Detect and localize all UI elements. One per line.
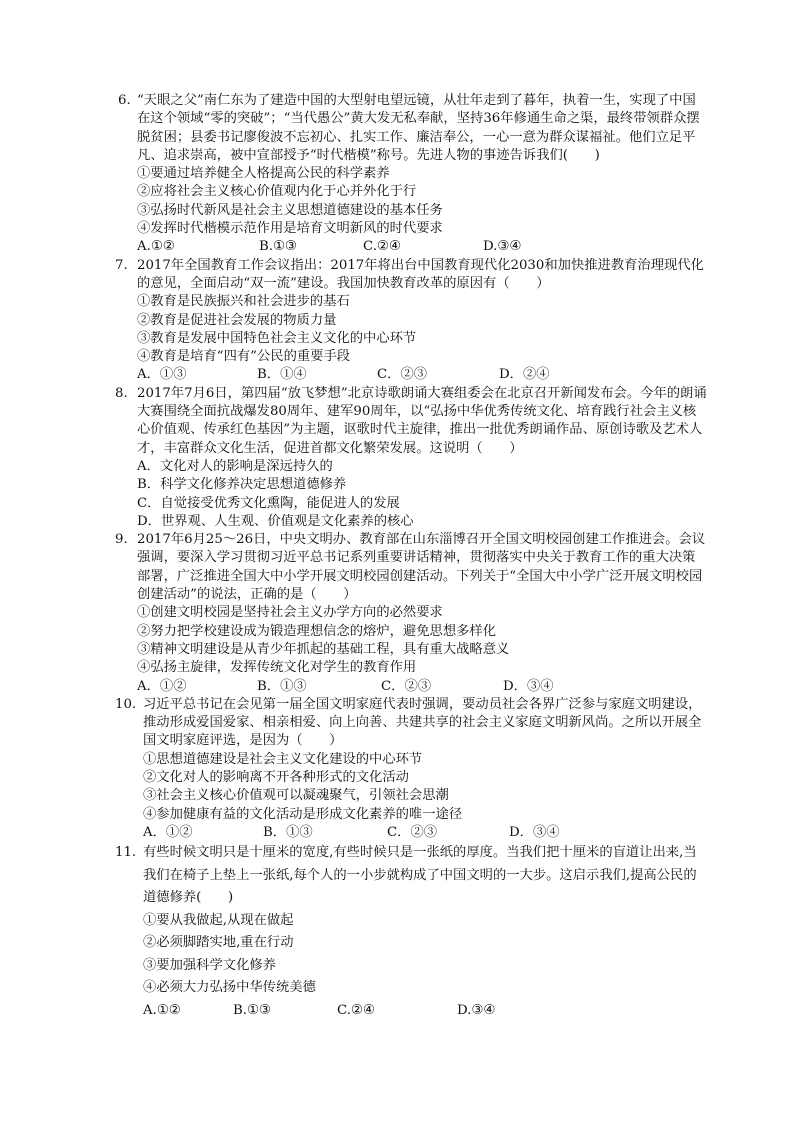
question-9 [115, 531, 708, 696]
choice-a: A.①② [137, 239, 175, 255]
question-number: 7. [115, 257, 128, 273]
question-number: 11. [115, 845, 137, 861]
choice-a: A．①③ [137, 367, 187, 383]
option-1: ①要从我做起,从现在做起 [143, 912, 294, 928]
option-2: ②必须脚踏实地,重在行动 [143, 935, 294, 951]
choice-b: B.①③ [233, 1002, 271, 1018]
question-stem: 习近平总书记在会见第一届全国文明家庭代表时强调，要动员社会各界广泛参与家庭文明建设，推动形成爱国爱家、相亲相爱、向上向善、共建共享的社会主义家庭文明新风尚。之所以开展全国文明家庭评选，是因为（ ） [143, 696, 702, 749]
answer-choices [137, 366, 708, 384]
question-number: 10. [115, 696, 137, 712]
choice-d: D．③④ [503, 678, 554, 694]
question-stem: 2017年7月6日，第四届“放飞梦想”北京诗歌朗诵大赛组委会在北京召开新闻发布会。今年的朗诵大赛围绕全面抗战爆发80周年、建军90周年，以“弘扬中华优秀传统文化、培育践行社会主义核心价值观、传承红色基因”为主题，讴歌时代主旋律，推出一批优秀朗诵作品、原创诗歌及艺术人才，丰富群众文化生活，促进首都文化繁荣发展。这说明（ ） [137, 385, 707, 456]
choice-a: A.①② [143, 1002, 181, 1018]
answer-choices [143, 824, 708, 842]
option-3: ③教育是发展中国特色社会主义文化的中心环节 [137, 330, 417, 346]
choice-c: C．②③ [387, 824, 438, 840]
choice-b: B.①③ [259, 239, 297, 255]
option-1: ①创建文明校园是坚持社会主义办学方向的必然要求 [137, 605, 443, 621]
choice-a: A．①② [137, 678, 187, 694]
question-stem: 2017年全国教育工作会议指出：2017年将出台中国教育现代化2030和加快推进教育治理现代化的意见，全面启动“双一流”建设。我国加快教育改革的原因有（ ） [137, 257, 704, 291]
option-1: ①要通过培养健全人格提高公民的科学素养 [137, 166, 390, 182]
question-10 [115, 696, 708, 842]
choice-c: C．②③ [377, 367, 428, 383]
answer-choices [137, 678, 708, 696]
choice-c: C.②④ [337, 1002, 375, 1018]
choice-b: B．①③ [263, 824, 313, 840]
question-number: 9. [115, 532, 128, 548]
question-number: 6. [118, 93, 131, 108]
choice-c: C．②③ [381, 678, 432, 694]
choice-d: D．②④ [499, 367, 550, 383]
option-4: ④教育是培育“四有”公民的重要手段 [137, 349, 351, 365]
question-stem: 有些时候文明只是十厘米的宽度,有些时候只是一张纸的厚度。当我们把十厘米的盲道让出来,当我们在椅子上垫上一张纸,每个人的一小步就构成了中国文明的一大步。这启示我们,提高公民的道德修养( ) [143, 845, 697, 906]
question-7 [115, 257, 708, 385]
option-3: ③弘扬时代新风是社会主义思想道德建设的基本任务 [137, 202, 443, 218]
option-4: ④必须大力弘扬中华传统美德 [143, 980, 316, 996]
question-number: 8. [115, 385, 128, 401]
question-6 [118, 92, 708, 257]
option-2: ②应将社会主义核心价值观内化于心并外化于行 [137, 184, 417, 200]
choice-b: B．①④ [257, 367, 307, 383]
option-4: ④弘扬主旋律，发挥传统文化对学生的教育作用 [137, 660, 417, 676]
option-b: B．科学文化修养决定思想道德修养 [137, 477, 347, 493]
option-4: ④参加健康有益的文化活动是形成文化素养的唯一途径 [143, 806, 463, 822]
option-a: A．文化对人的影响是深远持久的 [137, 458, 333, 474]
choice-c: C.②④ [363, 239, 401, 255]
question-11 [115, 842, 708, 1022]
option-1: ①思想道德建设是社会主义文化建设的中心环节 [143, 751, 423, 767]
choice-d: D.③④ [483, 239, 522, 255]
choice-d: D.③④ [457, 1002, 496, 1018]
answer-choices [137, 238, 708, 256]
option-1: ①教育是民族振兴和社会进步的基石 [137, 294, 350, 310]
option-2: ②努力把学校建设成为锻造理想信念的熔炉，避免思想多样化 [137, 623, 497, 639]
document-page [115, 92, 708, 1022]
option-d: D．世界观、人生观、价值观是文化素养的核心 [137, 513, 414, 529]
question-stem: 2017年6月25～26日，中央文明办、教育部在山东淄博召开全国文明校园创建工作推进会。会议强调，要深入学习贯彻习近平总书记系列重要讲话精神，贯彻落实中央关于教育工作的重大决策部署，广泛推进全国大中小学开展文明校园创建活动。下列关于“全国大中小学广泛开展文明校园创建活动”的说法，正确的是（ ） [137, 532, 706, 603]
option-3: ③精神文明建设是从青少年抓起的基础工程，具有重大战略意义 [137, 641, 510, 657]
choice-d: D．③④ [509, 824, 560, 840]
option-2: ②教育是促进社会发展的物质力量 [137, 312, 337, 328]
option-3: ③要加强科学文化修养 [143, 957, 276, 973]
question-stem: “天眼之父”南仁东为了建造中国的大型射电望远镜，从壮年走到了暮年，执着一生，实现了中国在这个领域“零的突破”；“当代愚公”黄大发无私奉献，坚持36年修通生命之渠，最终带领群众摆脱贫困；县委书记廖俊波不忘初心、扎实工作、廉洁奉公，一心一意为群众谋福祉。他们立足平凡、追求崇高，被中宣部授予“时代楷模”称号。先进人物的事迹告诉我们( ) [137, 93, 700, 163]
answer-choices [143, 1000, 708, 1023]
choice-b: B．①③ [257, 678, 307, 694]
choice-a: A．①② [143, 824, 193, 840]
question-8 [115, 385, 708, 531]
option-2: ②文化对人的影响离不开各种形式的文化活动 [143, 769, 409, 785]
option-3: ③社会主义核心价值观可以凝魂聚气，引领社会思潮 [143, 788, 449, 804]
option-c: C．自觉接受优秀文化熏陶，能促进人的发展 [137, 495, 400, 511]
option-4: ④发挥时代楷模示范作用是培育文明新风的时代要求 [137, 221, 443, 237]
